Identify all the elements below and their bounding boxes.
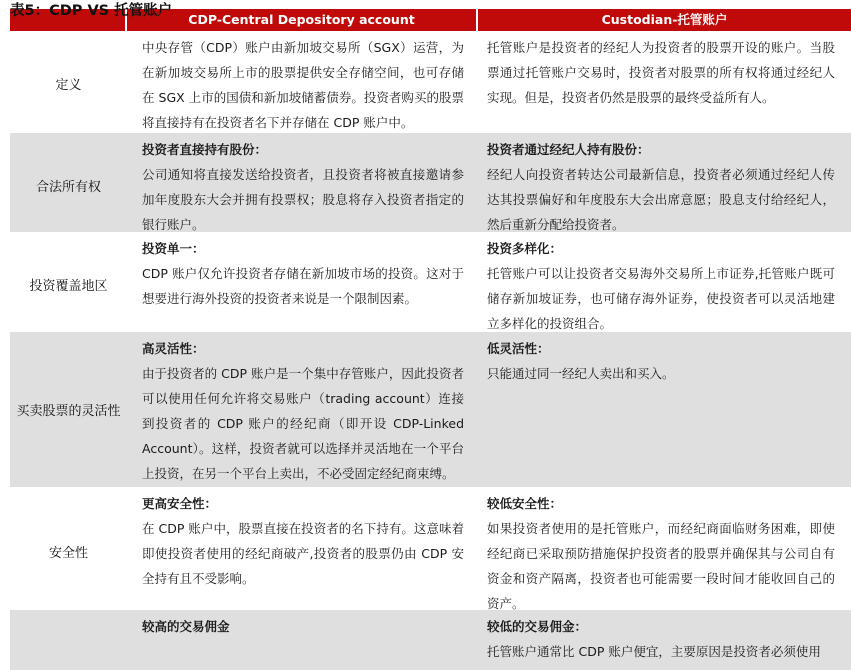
cell-cdp: [127, 31, 478, 135]
table-row-investment-coverage: [10, 232, 851, 332]
cell-text: 如果投资者使用的是托管账户，而经纪商面临财务困难，即使经纪商已采取预防措施保护投资者的股票并确保其与公司自有资金和资产隔离，投资者也可能需要一段时间才能收回自己的资产。: [487, 521, 835, 611]
row-label: 定义: [55, 77, 82, 93]
table-row-legal-ownership: [10, 133, 851, 232]
cell-text: 只能通过同一经纪人卖出和买入。: [487, 366, 675, 381]
cell-custodian: [478, 31, 851, 135]
row-label: 合法所有权: [35, 179, 101, 195]
header-cell-cdp: CDP-Central Depository account: [127, 9, 478, 31]
cell-text: 托管账户可以让投资者交易海外交易所上市证券,托管账户既可储存新加坡证券，也可储存海外证券，使投资者可以灵活地建立多样化的投资组合。: [487, 266, 835, 331]
cell-text: 托管账户通常比 CDP 账户便宜，主要原因是投资者必须使用: [487, 644, 821, 659]
cell-heading: 投资单一：: [142, 241, 205, 256]
table-row-trading-flexibility: [10, 332, 851, 487]
cell-text: 托管账户是投资者的经纪人为投资者的股票开设的账户。当股票通过托管账户交易时，投资者对股票的所有权将通过经纪人实现。但是，投资者仍然是股票的最终受益所有人。: [487, 40, 835, 105]
cell-custodian: [478, 133, 851, 237]
cell-cdp: [127, 133, 478, 237]
cell-custodian: [478, 232, 851, 336]
cell-heading: 投资多样化：: [487, 241, 563, 256]
cell-custodian: [478, 487, 851, 616]
cell-heading: 较低安全性：: [487, 496, 563, 511]
header-cell-custodian: Custodian-托管账户: [601, 11, 728, 27]
cell-heading: 较低的交易佣金：: [487, 619, 588, 634]
cell-cdp: [127, 232, 478, 336]
cell-heading: 高灵活性：: [142, 341, 205, 356]
cell-text: CDP 账户仅允许投资者存储在新加坡市场的投资。这对于想要进行海外投资的投资者来说是一个限制因素。: [142, 266, 464, 306]
table-row-definition: [10, 31, 851, 133]
cell-custodian: [478, 332, 851, 487]
table-title: 表5：CDP VS 托管账户: [10, 3, 173, 19]
cell-heading: 投资者直接持有股份：: [142, 142, 268, 157]
cell-text: 公司通知将直接发送给投资者，且投资者将被直接邀请参加年度股东大会并拥有投票权；股息将存入投资者指定的银行账户。: [142, 167, 464, 232]
cell-cdp: [127, 487, 478, 616]
row-label: 投资覆盖地区: [29, 278, 108, 294]
cell-heading: 较高的交易佣金: [142, 619, 230, 634]
cell-text: 经纪人向投资者转达公司最新信息，投资者必须通过经纪人传达其投票偏好和年度股东大会出席意愿；股息支付给经纪人，然后重新分配给投资者。: [487, 167, 835, 232]
cell-heading: 低灵活性：: [487, 341, 550, 356]
cell-heading: 投资者通过经纪人持有股份：: [487, 142, 650, 157]
cell-text: 在 CDP 账户中，股票直接在投资者的名下持有。这意味着即使投资者使用的经纪商破产,投资者的股票仍由 CDP 安全持有且不受影响。: [142, 521, 464, 586]
row-label: [10, 610, 127, 670]
table-row-security: [10, 487, 851, 610]
row-label: 买卖股票的灵活性: [16, 404, 121, 419]
row-label: 安全性: [48, 546, 88, 561]
cell-custodian: [478, 610, 851, 670]
comparison-table: [10, 9, 851, 670]
cell-heading: 更高安全性：: [142, 496, 218, 511]
cell-cdp: [127, 332, 478, 487]
cell-text: 由于投资者的 CDP 账户是一个集中存管账户，因此投资者可以使用任何允许将交易账户（trading account）连接到投资者的 CDP 账户的经纪商（即开设 CDP-Linked Account）。这样，投资者就可以选择并灵活地在一个平台上投资，在另一个平台上卖出，不必受固定经纪商束缚。: [142, 366, 464, 481]
table-row-commission: [10, 610, 851, 670]
cell-text: 中央存管（CDP）账户由新加坡交易所（SGX）运营，为在新加坡交易所上市的股票提供安全存储空间，也可存储在 SGX 上市的国债和新加坡储蓄债券。投资者购买的股票将直接持有在投资者名下并存储在 CDP 账户中。: [142, 40, 464, 130]
cell-cdp: [127, 610, 478, 670]
